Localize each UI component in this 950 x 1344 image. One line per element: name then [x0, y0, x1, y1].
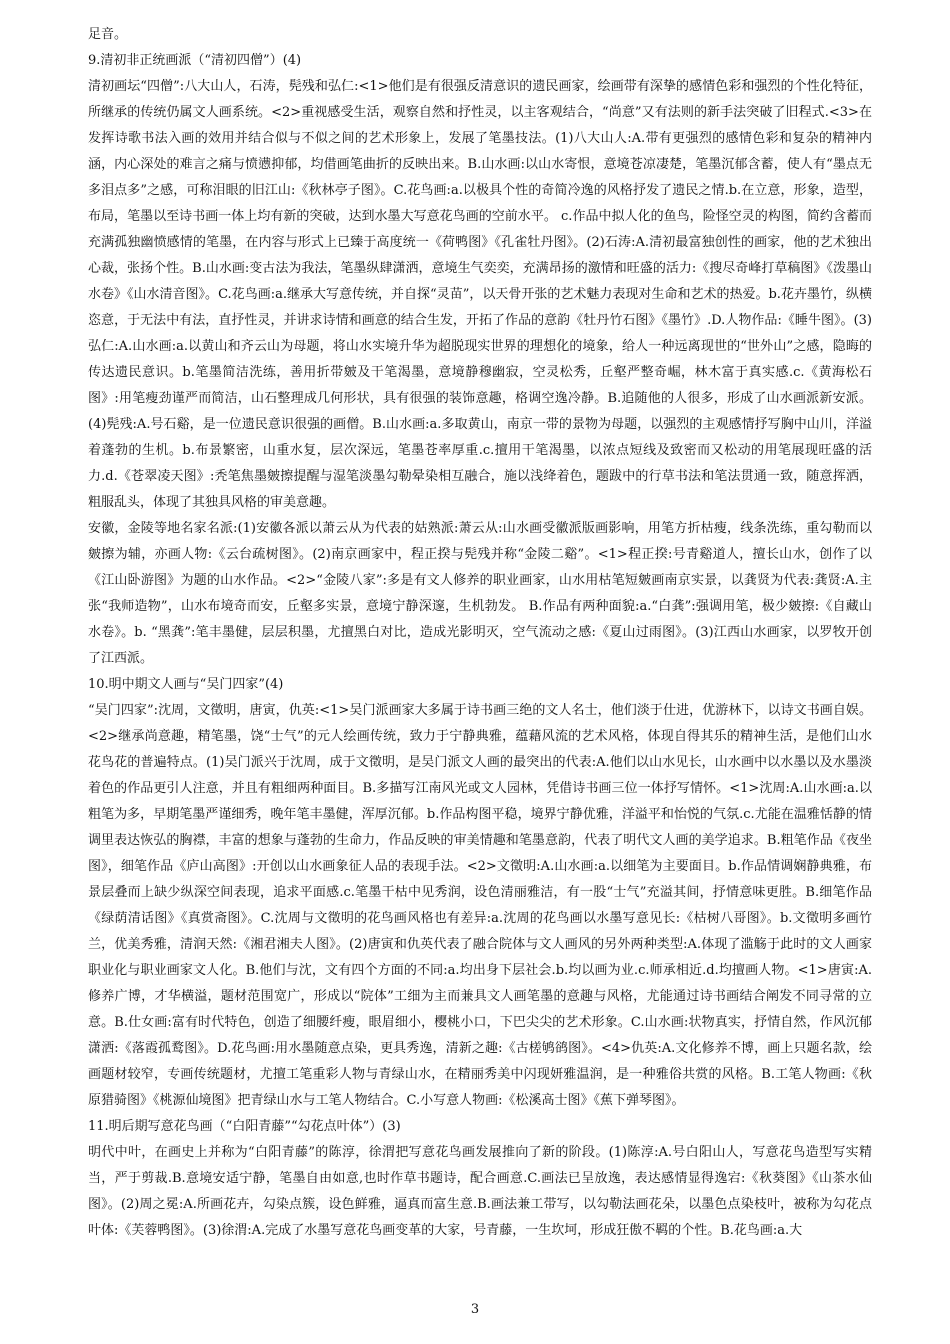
paragraph-continuation: 足音。: [88, 27, 128, 42]
paragraph-freehand-bird-flower: 明代中叶，在画史上并称为“白阳青藤”的陈淳，徐渭把写意花鸟画发展推向了新的阶段。(1)陈淳:A.号白阳山人，写意花鸟造型写实精当，严于剪裁.B.意境安适宁静，笔墨自由如意,也时作草书题诗，配合画意.C.画法已呈放逸，表达感情显得逸宕:《秋葵图》《山茶水仙图》。(2)周之冕:A.所画花卉，勾染点簇，设色鲜雅，逼真而富生意.B.画法兼工带写，以勾勒法画花朵，以墨色点染枝叶，被称为勾花点叶体:《芙蓉鸭图》。(3)徐渭:A.完成了水墨写意花鸟画变革的大家，号青藤，一生坎坷，形成狂傲不羁的个性。B.花鸟画:a.大: [88, 1145, 872, 1238]
section-heading-10: 10.明中期文人画与“吴门四家”(4): [88, 677, 284, 692]
section-heading-9: 9.清初非正统画派（“清初四僧”）(4): [88, 53, 302, 68]
page-number: 3: [470, 1302, 480, 1317]
document-body: [88, 22, 872, 1244]
section-heading-11: 11.明后期写意花鸟画（“白阳青藤”“勾花点叶体”）(3): [88, 1119, 401, 1134]
paragraph-anhui-jinling: 安徽，金陵等地名家名派:(1)安徽各派以萧云从为代表的姑熟派:萧云从:山水画受徽派版画影响，用笔方折枯瘦，线条洗练，重勾勒而以皴擦为辅，亦画人物:《云台疏树图》。(2)南京画家中，程正揆与髡残并称“金陵二谿”。<1>程正揆:号青谿道人，擅长山水，创作了以《江山卧游图》为题的山水作品。<2>“金陵八家”:多是有文人修养的职业画家，山水用枯笔短皴画南京实景，以龚贤为代表:龚贤:A.主张“我师造物”，山水布境奇而安，丘壑多实景，意境宁静深邃，生机勃发。 B.作品有两种面貌:a.“白龚”:强调用笔，极少皴擦:《自藏山水卷》。b. “黑龚”:笔丰墨健，层层积墨，尤擅黑白对比，造成光影明灭，空气流动之感:《夏山过雨图》。(3)江西山水画家，以罗牧开创了江西派。: [88, 521, 872, 666]
paragraph-wumen-four: “吴门四家”:沈周，文徵明，唐寅，仇英:<1>吴门派画家大多属于诗书画三绝的文人名士，他们淡于仕进，优游林下，以诗文书画自娱。<2>继承尚意趣，精笔墨，饶“士气”的元人绘画传统，致力于宁静典雅，蕴藉风流的艺术风格，体现自得其乐的精神生活，是他们山水花鸟花的普遍特点。(1)吴门派兴于沈周，成于文徵明，是吴门派文人画的最突出的代表:A.他们以山水见长，山水画中以水墨以及水墨淡着色的作品更引人注意，并且有粗细两种面目。B.多描写江南风光或文人园林，凭借诗书画三位一体抒写情怀。<1>沈周:A.山水画:a.以粗笔为多，早期笔墨严谨细秀，晚年笔丰墨健，浑厚沉郁。b.作品构图平稳，境界宁静优雅，洋溢平和怡悦的气氛.c.尤能在温雅恬静的情调里表达恢弘的胸襟，丰富的想象与蓬勃的生命力，作品反映的审美情趣和笔墨意韵，代表了明代文人画的美学追求。B.粗笔作品《夜坐图》，细笔作品《庐山高图》:开创以山水画象征人品的表现手法。<2>文徵明:A.山水画:a.以细笔为主要面目。b.作品情调娴静典雅，布景层叠而上缺少纵深空间表现，追求平面感.c.笔墨干枯中见秀润，设色清丽雅洁，有一股“士气”充溢其间，抒情意味更胜。B.细笔作品《绿荫清话图》《真赏斋图》。C.沈周与文徵明的花鸟画风格也有差异:a.沈周的花鸟画以水墨写意见长:《枯树八哥图》。b.文徵明多画竹兰，优美秀雅，清润天然:《湘君湘夫人图》。(2)唐寅和仇英代表了融合院体与文人画风的另外两种类型:A.体现了滥觞于此时的文人画家职业化与职业画家文人化。B.他们与沈，文有四个方面的不同:a.均出身下层社会.b.均以画为业.c.师承相近.d.均擅画人物。<1>唐寅:A.修养广博，才华横溢，题材范围宽广，形成以“院体”工细为主而兼具文人画笔墨的意趣与风格，尤能通过诗书画结合阐发不同寻常的立意。B.仕女画:富有时代特色，创造了细腰纤瘦，眼眉细小，樱桃小口，下巴尖尖的艺术形象。C.山水画:状物真实，抒情自然，作风沉郁潇洒:《落霞孤鹜图》。D.花鸟画:用水墨随意点染，更具秀逸，清新之趣:《古槎鸲鹆图》。<4>仇英:A.文化修养不博，画上只题名款，绘画题材较窄，专画传统题材，尤擅工笔重彩人物与青绿山水，在精丽秀美中闪现妍雅温润，是一种雅俗共赏的风格。B.工笔人物画:《秋原猎骑图》《桃源仙境图》把青绿山水与工笔人物结合。C.小写意人物画:《松溪高士图》《蕉下弹琴图》。: [88, 703, 872, 1108]
paragraph-four-monks: 清初画坛“四僧”:八大山人，石涛，髡残和弘仁:<1>他们是有很强反清意识的遗民画家，绘画带有深挚的感情色彩和强烈的个性化特征，所继承的传统仍属文人画系统。<2>重视感受生活，观察自然和抒性灵，以主客观结合，“尚意”又有法则的新手法突破了旧程式.<3>在发挥诗歌书法入画的效用并结合似与不似之间的艺术形象上，发展了笔墨技法。(1)八大山人:A.带有更强烈的感情色彩和复杂的精神内涵，内心深处的难言之痛与愤懑抑郁，均借画笔曲折的反映出来。B.山水画:以山水寄恨，意境苍凉凄楚，笔墨沉郁含蓄，使人有“墨点无多泪点多”之感，可称泪眼的旧江山:《秋林亭子图》。C.花鸟画:a.以极具个性的奇简冷逸的风格抒发了遗民之情.b.在立意，形象，造型，布局，笔墨以至诗书画一体上均有新的突破，达到水墨大写意花鸟画的空前水平。 c.作品中拟人化的鱼鸟，险怪空灵的构图，简约含蓄而充满孤独幽愤感情的笔墨，在内容与形式上已臻于高度统一《荷鸭图》《孔雀牡丹图》。(2)石涛:A.清初最富独创性的画家，他的艺术独出心裁，张扬个性。B.山水画:变古法为我法，笔墨纵肆潇洒，意境生气奕奕，充满昂扬的激情和旺盛的活力:《搜尽奇峰打草稿图》《泼墨山水卷》《山水清音图》。C.花鸟画:a.继承大写意传统，并自探“灵苗”，以天骨开张的艺术魅力表现对生命和艺术的热爱。b.花卉墨竹，纵横恣意，于无法中有法，直抒性灵，并讲求诗情和画意的结合生发，开拓了作品的意韵《牡丹竹石图》《墨竹》.D.人物作品:《睡牛图》。(3)弘仁:A.山水画:a.以黄山和齐云山为母题，将山水实境升华为超脱现实世界的理想化的境象，给人一种远离现世的“世外山”之感，隐晦的传达遗民意识。b.笔墨简洁洗练，善用折带皴及干笔渴墨，意境静穆幽寂，空灵松秀，丘壑严整奇崛，林木富于真实感.c.《黄海松石图》:用笔瘦劲谨严而简洁，山石整理成几何形状，具有很强的装饰意趣，格调空逸冷静。B.追随他的人很多，形成了山水画派新安派。(4)髡残:A.号石谿，是一位遗民意识很强的画僧。B.山水画:a.多取黄山，南京一带的景物为母题，以强烈的主观感情抒写胸中山川，洋溢着蓬勃的生机。b.布景繁密，山重水复，层次深远，笔墨苍率厚重.c.擅用干笔渴墨，以浓点短线及致密而又松动的用笔展现旺盛的活力.d.《苍翠凌天图》:秃笔焦墨皴擦提醒与湿笔淡墨勾勒晕染相互融合，施以浅绛着色，题跋中的行草书法和笔法贯通一致，随意挥洒，粗服乱头，体现了其独具风格的审美意趣。: [88, 79, 872, 510]
